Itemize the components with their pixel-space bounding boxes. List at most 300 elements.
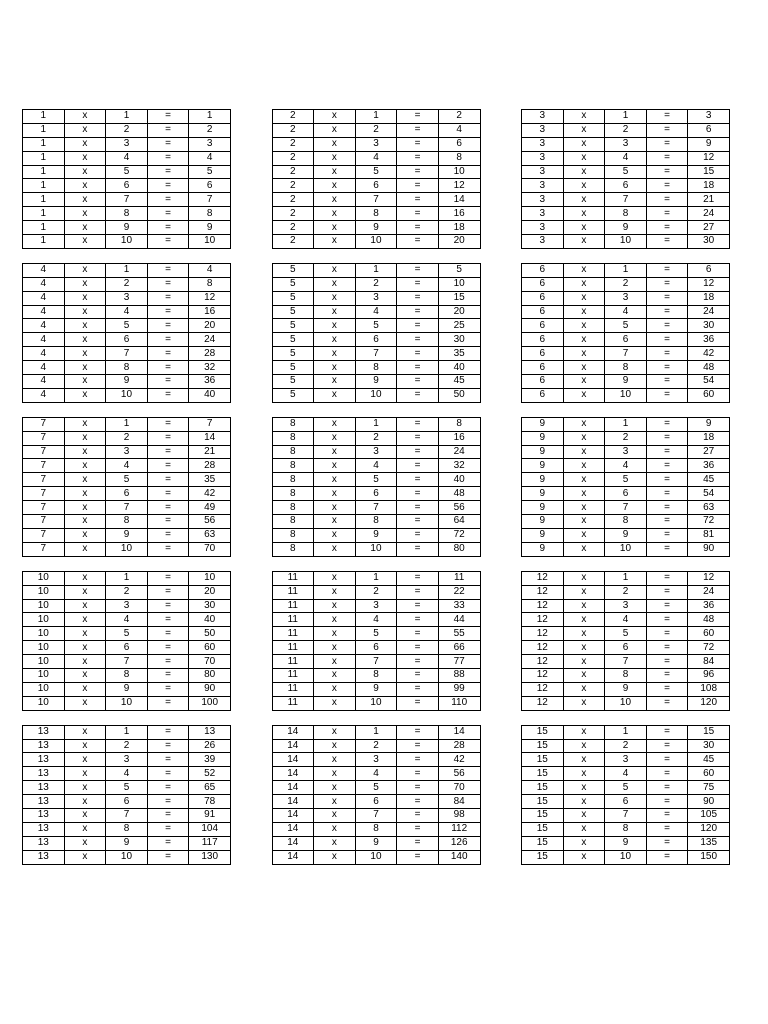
table-row [522,725,730,739]
table-row [23,725,231,739]
product-cell: 36 [688,459,730,473]
equals-symbol-cell: = [397,696,439,710]
times-symbol-cell: x [314,473,356,487]
equals-symbol-cell: = [646,431,688,445]
product-cell: 63 [688,501,730,515]
table-row [522,599,730,613]
multiplicand-cell: 5 [272,319,314,333]
equals-symbol-cell: = [397,235,439,249]
multiplicand-cell: 10 [23,655,65,669]
product-cell: 45 [688,473,730,487]
product-cell: 16 [438,207,480,221]
multiplicand-cell: 14 [272,795,314,809]
product-cell: 21 [688,193,730,207]
times-symbol-cell: x [563,585,605,599]
multiplier-cell: 2 [106,739,148,753]
multiplier-cell: 8 [106,361,148,375]
multiplicand-cell: 7 [23,487,65,501]
table-row [522,795,730,809]
table-row [272,110,480,124]
multiplier-cell: 4 [605,459,647,473]
table-row [23,375,231,389]
equals-symbol-cell: = [397,613,439,627]
equals-symbol-cell: = [646,445,688,459]
times-symbol-cell: x [64,445,106,459]
equals-symbol-cell: = [147,753,189,767]
table-row [522,781,730,795]
product-cell: 9 [189,221,231,235]
multiplier-cell: 8 [605,207,647,221]
table-row [23,850,231,864]
multiplicand-cell: 6 [522,361,564,375]
multiplicand-cell: 2 [272,165,314,179]
multiplier-cell: 10 [355,696,397,710]
times-symbol-cell: x [64,682,106,696]
multiplier-cell: 9 [605,528,647,542]
times-symbol-cell: x [563,682,605,696]
multiplicand-cell: 2 [272,179,314,193]
multiplier-cell: 3 [355,599,397,613]
equals-symbol-cell: = [147,696,189,710]
multiplier-cell: 7 [355,347,397,361]
multiplicand-cell: 5 [272,291,314,305]
times-symbol-cell: x [314,627,356,641]
multiplicand-cell: 10 [23,641,65,655]
table-row [522,753,730,767]
multiplier-cell: 1 [106,110,148,124]
product-cell: 56 [189,515,231,529]
times-symbol-cell: x [64,361,106,375]
table-row [272,808,480,822]
times-symbol-cell: x [64,781,106,795]
times-symbol-cell: x [314,291,356,305]
times-symbol-cell: x [563,123,605,137]
multiplicand-cell: 1 [23,123,65,137]
times-symbol-cell: x [64,291,106,305]
multiplicand-cell: 12 [522,696,564,710]
table-row [272,151,480,165]
multiplier-cell: 7 [605,347,647,361]
times-table-1 [22,109,231,249]
times-symbol-cell: x [563,613,605,627]
multiplier-cell: 9 [605,682,647,696]
product-cell: 32 [438,459,480,473]
table-row [272,822,480,836]
times-symbol-cell: x [314,753,356,767]
product-cell: 52 [189,767,231,781]
multiplicand-cell: 7 [23,515,65,529]
times-symbol-cell: x [563,739,605,753]
times-symbol-cell: x [563,781,605,795]
multiplicand-cell: 4 [23,319,65,333]
equals-symbol-cell: = [147,235,189,249]
times-symbol-cell: x [563,319,605,333]
times-symbol-cell: x [563,795,605,809]
multiplicand-cell: 4 [23,291,65,305]
multiplicand-cell: 1 [23,110,65,124]
multiplier-cell: 5 [355,473,397,487]
multiplicand-cell: 14 [272,808,314,822]
multiplicand-cell: 6 [522,375,564,389]
multiplicand-cell: 7 [23,501,65,515]
equals-symbol-cell: = [397,193,439,207]
product-cell: 49 [189,501,231,515]
times-symbol-cell: x [314,333,356,347]
table-row [272,795,480,809]
multiplier-cell: 7 [605,193,647,207]
table-row [23,682,231,696]
table-row [23,277,231,291]
table-row [23,515,231,529]
times-symbol-cell: x [563,459,605,473]
multiplier-cell: 9 [106,682,148,696]
multiplier-cell: 3 [106,137,148,151]
table-row [522,151,730,165]
table-row [272,137,480,151]
equals-symbol-cell: = [147,165,189,179]
multiplier-cell: 9 [106,375,148,389]
table-row [23,585,231,599]
table-row [522,542,730,556]
table-row [272,221,480,235]
times-symbol-cell: x [64,459,106,473]
product-cell: 24 [189,333,231,347]
table-row [522,110,730,124]
equals-symbol-cell: = [147,808,189,822]
times-symbol-cell: x [563,542,605,556]
equals-symbol-cell: = [147,515,189,529]
times-table-12 [521,571,730,711]
multiplicand-cell: 1 [23,137,65,151]
product-cell: 8 [438,151,480,165]
multiplier-cell: 1 [106,417,148,431]
equals-symbol-cell: = [397,668,439,682]
product-cell: 18 [688,431,730,445]
equals-symbol-cell: = [646,739,688,753]
table-row [272,696,480,710]
table-row [23,388,231,402]
multiplicand-cell: 12 [522,571,564,585]
equals-symbol-cell: = [147,431,189,445]
multiplicand-cell: 6 [522,333,564,347]
product-cell: 30 [688,319,730,333]
multiplicand-cell: 7 [23,542,65,556]
product-cell: 40 [438,473,480,487]
equals-symbol-cell: = [147,263,189,277]
times-symbol-cell: x [314,207,356,221]
equals-symbol-cell: = [646,165,688,179]
product-cell: 48 [438,487,480,501]
multiplier-cell: 4 [605,305,647,319]
table-row [23,179,231,193]
table-row [522,627,730,641]
table-row [23,473,231,487]
equals-symbol-cell: = [397,123,439,137]
table-row [23,459,231,473]
multiplicand-cell: 4 [23,347,65,361]
multiplicand-cell: 2 [272,221,314,235]
table-row [23,207,231,221]
multiplicand-cell: 4 [23,333,65,347]
product-cell: 70 [438,781,480,795]
times-symbol-cell: x [314,277,356,291]
equals-symbol-cell: = [397,388,439,402]
multiplicand-cell: 11 [272,655,314,669]
multiplier-cell: 2 [106,277,148,291]
times-symbol-cell: x [314,696,356,710]
equals-symbol-cell: = [147,417,189,431]
equals-symbol-cell: = [397,808,439,822]
equals-symbol-cell: = [646,235,688,249]
table-row [522,137,730,151]
multiplier-cell: 9 [355,836,397,850]
times-symbol-cell: x [314,263,356,277]
multiplier-cell: 2 [605,123,647,137]
equals-symbol-cell: = [147,655,189,669]
times-symbol-cell: x [563,850,605,864]
multiplier-cell: 8 [106,668,148,682]
multiplier-cell: 5 [355,627,397,641]
multiplicand-cell: 11 [272,613,314,627]
tables-row [22,571,730,711]
multiplicand-cell: 10 [23,585,65,599]
multiplier-cell: 3 [605,291,647,305]
equals-symbol-cell: = [147,137,189,151]
product-cell: 36 [189,375,231,389]
product-cell: 4 [438,123,480,137]
times-table-4 [22,263,231,403]
table-row [272,599,480,613]
multiplicand-cell: 9 [522,542,564,556]
multiplicand-cell: 9 [522,501,564,515]
multiplicand-cell: 13 [23,725,65,739]
times-symbol-cell: x [314,193,356,207]
product-cell: 20 [189,319,231,333]
multiplier-cell: 4 [106,459,148,473]
table-row [522,417,730,431]
product-cell: 12 [688,151,730,165]
multiplier-cell: 2 [605,585,647,599]
equals-symbol-cell: = [646,599,688,613]
multiplicand-cell: 15 [522,822,564,836]
multiplier-cell: 6 [355,333,397,347]
times-symbol-cell: x [64,696,106,710]
product-cell: 70 [189,542,231,556]
multiplicand-cell: 7 [23,431,65,445]
times-symbol-cell: x [563,263,605,277]
product-cell: 126 [438,836,480,850]
table-row [23,627,231,641]
times-table-6 [521,263,730,403]
product-cell: 77 [438,655,480,669]
table-row [23,235,231,249]
table-row [522,501,730,515]
multiplicand-cell: 10 [23,682,65,696]
table-row [23,781,231,795]
multiplier-cell: 7 [355,193,397,207]
times-symbol-cell: x [563,725,605,739]
multiplicand-cell: 14 [272,739,314,753]
multiplier-cell: 2 [106,431,148,445]
table-row [23,542,231,556]
multiplicand-cell: 1 [23,207,65,221]
multiplier-cell: 1 [355,571,397,585]
product-cell: 9 [688,417,730,431]
multiplicand-cell: 5 [272,263,314,277]
table-row [23,528,231,542]
table-row [272,571,480,585]
multiplier-cell: 10 [605,388,647,402]
equals-symbol-cell: = [646,682,688,696]
product-cell: 18 [688,291,730,305]
product-cell: 21 [189,445,231,459]
multiplier-cell: 2 [605,739,647,753]
product-cell: 39 [189,753,231,767]
times-symbol-cell: x [563,445,605,459]
table-row [272,473,480,487]
equals-symbol-cell: = [646,375,688,389]
equals-symbol-cell: = [646,305,688,319]
multiplier-cell: 4 [355,305,397,319]
equals-symbol-cell: = [397,725,439,739]
multiplicand-cell: 15 [522,836,564,850]
times-symbol-cell: x [314,305,356,319]
table-row [23,753,231,767]
times-symbol-cell: x [64,347,106,361]
equals-symbol-cell: = [147,333,189,347]
equals-symbol-cell: = [646,277,688,291]
product-cell: 24 [688,305,730,319]
multiplicand-cell: 5 [272,375,314,389]
times-symbol-cell: x [314,585,356,599]
multiplicand-cell: 4 [23,361,65,375]
multiplicand-cell: 8 [272,487,314,501]
multiplier-cell: 7 [605,655,647,669]
product-cell: 5 [438,263,480,277]
table-row [522,207,730,221]
multiplicand-cell: 2 [272,235,314,249]
multiplicand-cell: 13 [23,808,65,822]
table-row [23,137,231,151]
equals-symbol-cell: = [397,459,439,473]
table-row [272,682,480,696]
product-cell: 24 [438,445,480,459]
multiplier-cell: 2 [355,123,397,137]
tables-row [22,109,730,249]
equals-symbol-cell: = [646,361,688,375]
table-row [522,445,730,459]
multiplier-cell: 5 [355,319,397,333]
times-table-10 [22,571,231,711]
product-cell: 98 [438,808,480,822]
multiplicand-cell: 2 [272,207,314,221]
product-cell: 20 [189,585,231,599]
times-symbol-cell: x [314,431,356,445]
times-symbol-cell: x [563,151,605,165]
multiplier-cell: 2 [355,277,397,291]
multiplicand-cell: 12 [522,613,564,627]
multiplicand-cell: 15 [522,781,564,795]
product-cell: 64 [438,515,480,529]
times-symbol-cell: x [563,110,605,124]
product-cell: 7 [189,193,231,207]
times-symbol-cell: x [64,668,106,682]
product-cell: 2 [189,123,231,137]
times-table-11 [272,571,481,711]
product-cell: 66 [438,641,480,655]
multiplicand-cell: 3 [522,193,564,207]
product-cell: 42 [688,347,730,361]
equals-symbol-cell: = [646,459,688,473]
multiplicand-cell: 15 [522,767,564,781]
equals-symbol-cell: = [147,822,189,836]
product-cell: 140 [438,850,480,864]
product-cell: 30 [189,599,231,613]
product-cell: 78 [189,795,231,809]
product-cell: 63 [189,528,231,542]
multiplicand-cell: 12 [522,655,564,669]
equals-symbol-cell: = [147,501,189,515]
equals-symbol-cell: = [147,347,189,361]
multiplicand-cell: 13 [23,850,65,864]
multiplier-cell: 1 [605,110,647,124]
product-cell: 32 [189,361,231,375]
product-cell: 80 [189,668,231,682]
equals-symbol-cell: = [397,291,439,305]
table-row [23,487,231,501]
multiplier-cell: 4 [355,459,397,473]
multiplier-cell: 6 [355,795,397,809]
multiplicand-cell: 7 [23,473,65,487]
times-symbol-cell: x [563,375,605,389]
times-symbol-cell: x [563,571,605,585]
multiplier-cell: 3 [106,753,148,767]
table-row [272,781,480,795]
multiplier-cell: 6 [106,795,148,809]
product-cell: 14 [438,725,480,739]
table-row [522,375,730,389]
times-symbol-cell: x [64,641,106,655]
times-table-3 [521,109,730,249]
equals-symbol-cell: = [646,655,688,669]
multiplicand-cell: 13 [23,795,65,809]
multiplicand-cell: 6 [522,319,564,333]
multiplier-cell: 10 [605,235,647,249]
times-symbol-cell: x [64,388,106,402]
product-cell: 60 [688,388,730,402]
multiplier-cell: 5 [605,627,647,641]
times-symbol-cell: x [64,599,106,613]
multiplicand-cell: 5 [272,347,314,361]
times-symbol-cell: x [314,795,356,809]
table-row [272,417,480,431]
times-symbol-cell: x [563,528,605,542]
multiplicand-cell: 1 [23,193,65,207]
product-cell: 130 [189,850,231,864]
product-cell: 1 [189,110,231,124]
equals-symbol-cell: = [646,515,688,529]
equals-symbol-cell: = [646,822,688,836]
times-symbol-cell: x [314,221,356,235]
equals-symbol-cell: = [646,767,688,781]
equals-symbol-cell: = [147,291,189,305]
times-symbol-cell: x [64,473,106,487]
table-row [23,263,231,277]
times-symbol-cell: x [314,781,356,795]
multiplier-cell: 1 [106,571,148,585]
table-row [272,850,480,864]
equals-symbol-cell: = [147,487,189,501]
